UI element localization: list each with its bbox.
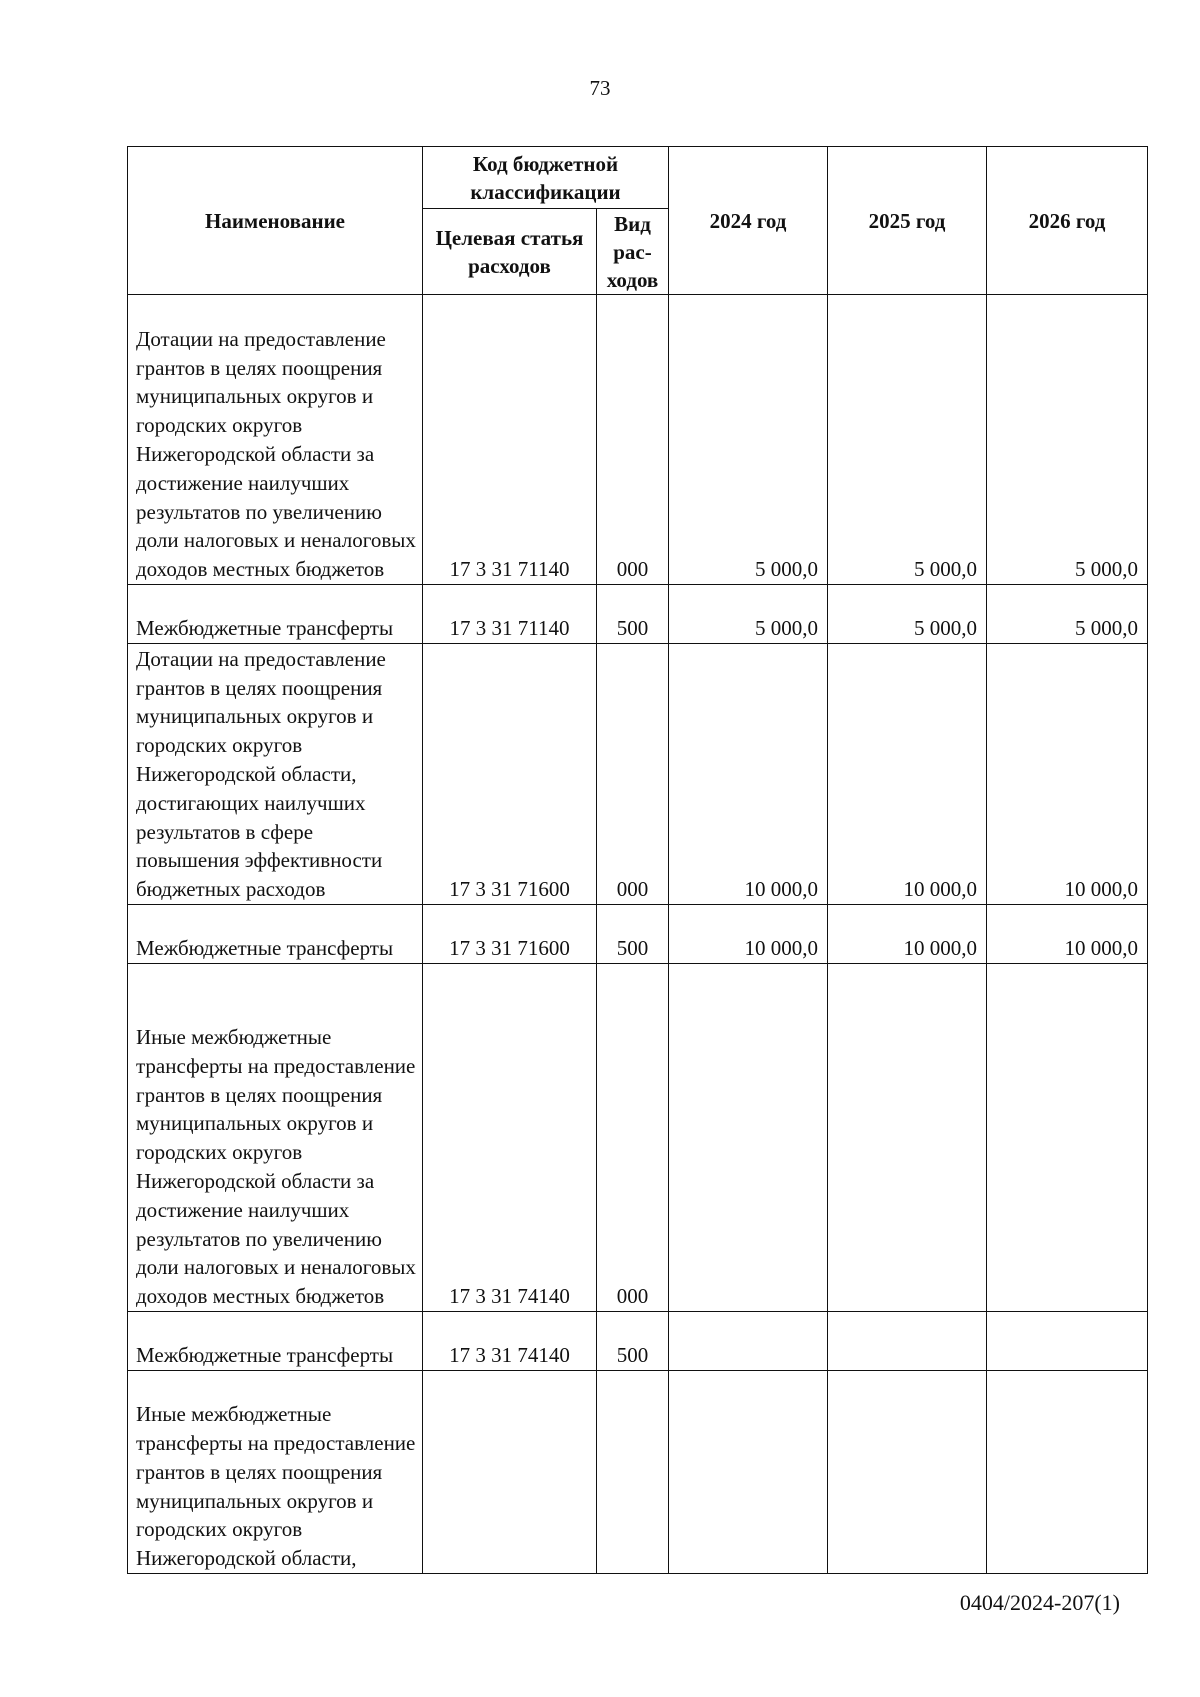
table-row bbox=[128, 964, 1148, 1312]
row-2025: 10 000,0 bbox=[828, 905, 987, 964]
row-2026: 10 000,0 bbox=[987, 905, 1148, 964]
row-2025 bbox=[828, 1312, 987, 1371]
row-target-article: 17 3 31 74140 bbox=[423, 964, 597, 1312]
row-2025: 10 000,0 bbox=[828, 644, 987, 905]
row-name: Межбюджетные трансферты bbox=[128, 1312, 423, 1371]
row-expense-type: 500 bbox=[597, 905, 669, 964]
header-name: Наименование bbox=[128, 147, 423, 295]
header-target-article: Целевая статья расходов bbox=[423, 209, 597, 295]
row-target-article bbox=[423, 1371, 597, 1574]
table-row bbox=[128, 1371, 1148, 1574]
row-expense-type: 000 bbox=[597, 644, 669, 905]
table-row bbox=[128, 644, 1148, 905]
header-2024: 2024 год bbox=[669, 147, 828, 295]
row-target-article: 17 3 31 74140 bbox=[423, 1312, 597, 1371]
row-2024: 5 000,0 bbox=[669, 585, 828, 644]
table-row bbox=[128, 295, 1148, 585]
row-name: Дотации на предоставление грантов в целях поощрения муниципальных округов и городских округов Нижегородской области за достижение наилучших результатов по увеличению доли налоговых и неналоговых доходов местных бюджетов bbox=[128, 295, 423, 585]
row-2025: 5 000,0 bbox=[828, 295, 987, 585]
table-body bbox=[128, 295, 1148, 1574]
table-header bbox=[128, 147, 1148, 295]
row-name: Иные межбюджетные трансферты на предоставление грантов в целях поощрения муниципальных округов и городских округов Нижегородской области за достижение наилучших результатов по увеличению доли налоговых и неналоговых доходов местных бюджетов bbox=[128, 964, 423, 1312]
table-row bbox=[128, 585, 1148, 644]
table-row bbox=[128, 1312, 1148, 1371]
row-name: Дотации на предоставление грантов в целях поощрения муниципальных округов и городских округов Нижегородской области, достигающих наилучших результатов в сфере повышения эффективности бюджетных расходов bbox=[128, 644, 423, 905]
row-2024: 10 000,0 bbox=[669, 644, 828, 905]
row-name: Иные межбюджетные трансферты на предоставление грантов в целях поощрения муниципальных округов и городских округов Нижегородской области, bbox=[128, 1371, 423, 1574]
row-target-article: 17 3 31 71140 bbox=[423, 585, 597, 644]
row-expense-type: 500 bbox=[597, 1312, 669, 1371]
budget-table bbox=[127, 146, 1148, 1574]
row-2026 bbox=[987, 1312, 1148, 1371]
header-2026: 2026 год bbox=[987, 147, 1148, 295]
row-expense-type: 000 bbox=[597, 295, 669, 585]
header-code-group: Код бюджетной классификации bbox=[423, 147, 669, 209]
row-2024 bbox=[669, 1312, 828, 1371]
row-2026 bbox=[987, 964, 1148, 1312]
row-2025: 5 000,0 bbox=[828, 585, 987, 644]
row-2026: 5 000,0 bbox=[987, 585, 1148, 644]
row-name: Межбюджетные трансферты bbox=[128, 905, 423, 964]
page-number: 73 bbox=[589, 76, 611, 100]
row-expense-type: 000 bbox=[597, 964, 669, 1312]
header-expense-type: Вид рас-ходов bbox=[597, 209, 669, 295]
row-target-article: 17 3 31 71600 bbox=[423, 905, 597, 964]
header-2025: 2025 год bbox=[828, 147, 987, 295]
row-2026: 10 000,0 bbox=[987, 644, 1148, 905]
row-2024: 10 000,0 bbox=[669, 905, 828, 964]
row-2024 bbox=[669, 1371, 828, 1574]
document-number: 0404/2024-207(1) bbox=[959, 1590, 1120, 1615]
row-expense-type bbox=[597, 1371, 669, 1574]
row-2026: 5 000,0 bbox=[987, 295, 1148, 585]
row-2025 bbox=[828, 964, 987, 1312]
row-2024 bbox=[669, 964, 828, 1312]
table-row bbox=[128, 905, 1148, 964]
row-target-article: 17 3 31 71140 bbox=[423, 295, 597, 585]
row-name: Межбюджетные трансферты bbox=[128, 585, 423, 644]
row-2026 bbox=[987, 1371, 1148, 1574]
row-expense-type: 500 bbox=[597, 585, 669, 644]
row-2025 bbox=[828, 1371, 987, 1574]
row-target-article: 17 3 31 71600 bbox=[423, 644, 597, 905]
row-2024: 5 000,0 bbox=[669, 295, 828, 585]
